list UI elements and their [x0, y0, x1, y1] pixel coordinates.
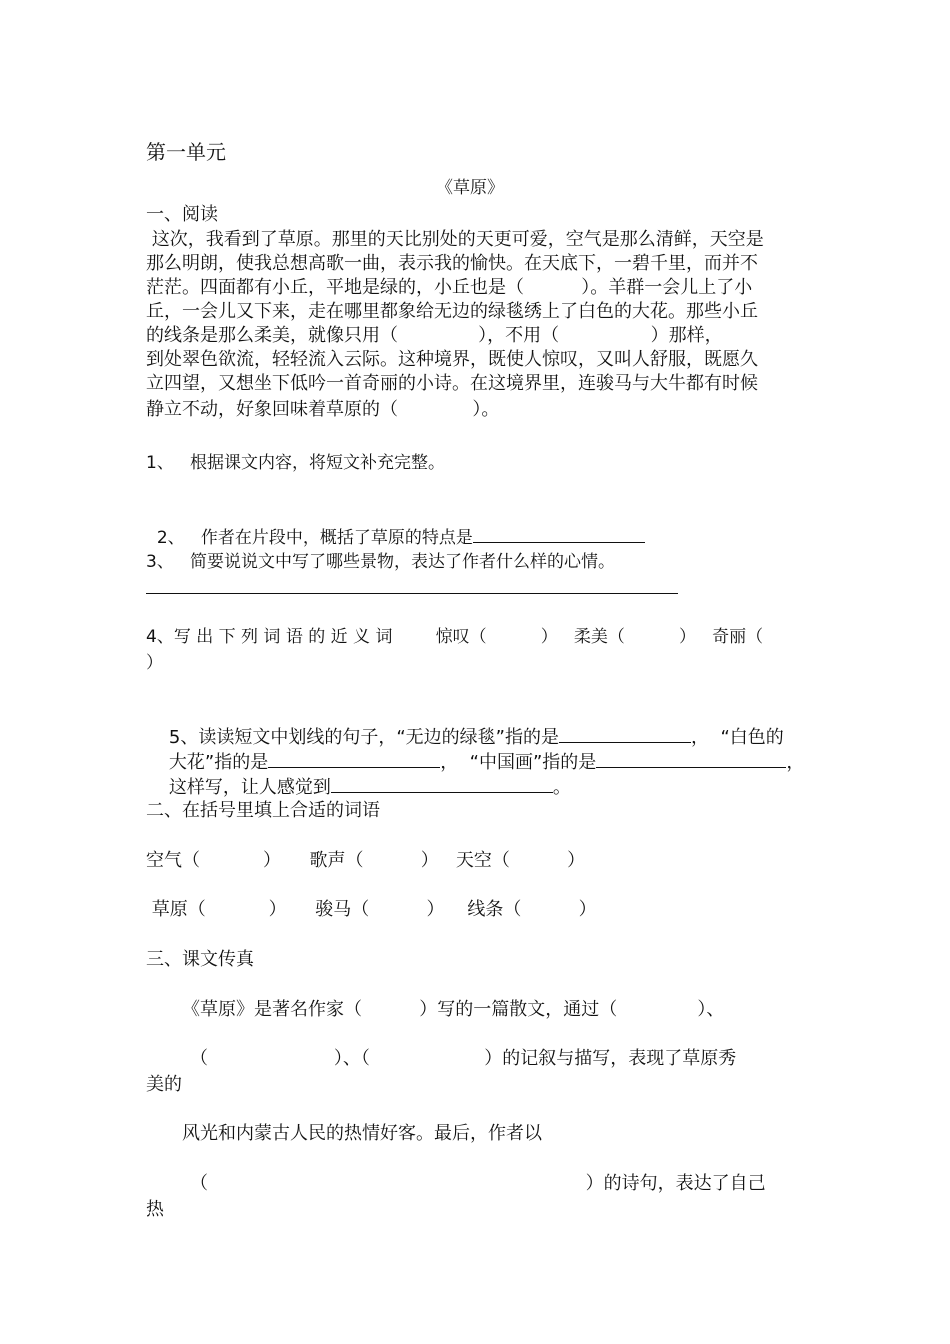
answer-blank[interactable]	[331, 774, 553, 793]
passage-line: 丘，一会儿又下来，走在哪里都象给无边的绿毯绣上了白色的大花。那些小丘	[146, 301, 758, 322]
question-5-text: ，	[786, 752, 805, 773]
word-fill-row: 草原（ ） 骏马（ ） 线条（ ）	[146, 899, 597, 920]
text-fill-line: 《草原》是著名作家（ ）写的一篇散文，通过（ ）、	[182, 999, 725, 1020]
question-2	[146, 500, 645, 550]
passage-line: 茫茫。四面都有小丘，平地是绿的，小丘也是（ ）。羊群一会儿上了小	[146, 277, 753, 298]
question-2-text: 2、 作者在片段中，概括了草原的特点是	[156, 528, 473, 548]
question-4: 4、写 出 下 列 词 语 的 近 义 词 惊叹（ ） 柔美（ ） 奇丽（	[146, 627, 764, 647]
question-5-text: 。	[552, 777, 571, 798]
text-fill-line: 热	[146, 1199, 164, 1220]
unit-title: 第一单元	[146, 140, 226, 164]
text-fill-line: 风光和内蒙古人民的热情好客。最后，作者以	[182, 1123, 542, 1144]
passage-line: 静立不动，好象回味着草原的（ ）。	[146, 399, 500, 420]
question-4-continued: ）	[146, 653, 163, 673]
passage-line: 的线条是那么柔美，就像只用（ ），不用（ ）那样，	[146, 325, 723, 346]
passage-line: 这次，我看到了草原。那里的天比别处的天更可爱，空气是那么清鲜，天空是	[146, 229, 764, 250]
text-fill-line: （ ）的诗句，表达了自己	[190, 1173, 766, 1194]
question-5-text: 这样写，让人感觉到	[168, 777, 331, 798]
passage-line: 到处翠色欲流，轻轻流入云际。这种境界，既使人惊叹，又叫人舒服，既愿久	[146, 349, 758, 370]
text-fill-line: （ ）、（ ）的记叙与描写，表现了草原秀	[190, 1048, 737, 1069]
answer-blank[interactable]	[596, 749, 786, 768]
section1-heading: 一、阅读	[146, 204, 218, 225]
answer-blank[interactable]	[146, 593, 678, 594]
question-5-text: ， “中国画”指的是	[440, 752, 597, 773]
question-5-text: ， “白色的	[691, 727, 784, 748]
question-3: 3、 简要说说文中写了哪些景物，表达了作者什么样的心情。	[146, 552, 616, 572]
question-1: 1、 根据课文内容，将短文补充完整。	[146, 453, 446, 473]
passage-line: 立四望，又想坐下低吟一首奇丽的小诗。在这境界里，连骏马与大牛都有时候	[146, 373, 758, 394]
lesson-title: 《草原》	[436, 178, 504, 198]
answer-blank[interactable]	[473, 524, 645, 543]
question-5-text: 5、读读短文中划线的句子，“无边的绿毯”指的是	[168, 727, 559, 748]
text-fill-line: 美的	[146, 1074, 182, 1095]
word-fill-row: 空气（ ） 歌声（ ） 天空（ ）	[146, 850, 586, 871]
question-5-text: 大花”指的是	[168, 752, 269, 773]
section3-heading: 三、课文传真	[146, 949, 254, 970]
passage-line: 那么明朗，使我总想高歌一曲，表示我的愉快。在天底下，一碧千里，而并不	[146, 253, 758, 274]
section2-heading: 二、在括号里填上合适的词语	[146, 800, 380, 821]
